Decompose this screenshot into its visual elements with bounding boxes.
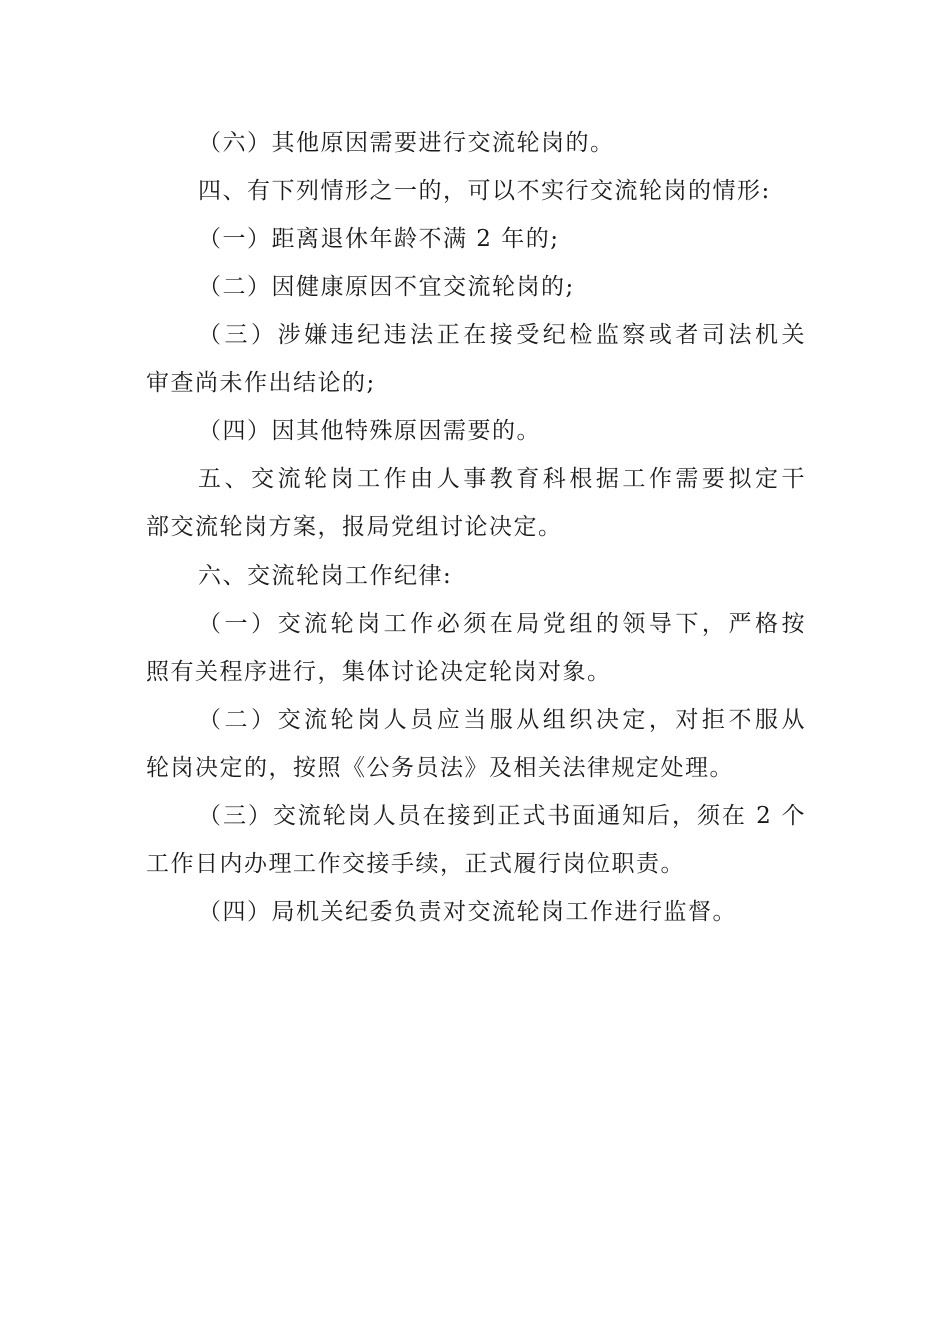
discipline-one-line2: 照有关程序进行，集体讨论决定轮岗对象。 — [146, 659, 612, 685]
section-five-line1: 五、交流轮岗工作由人事教育科根据工作需要拟定干 — [198, 466, 806, 492]
item-one-retirement: （一）距离退休年龄不满 2 年的; — [198, 226, 560, 252]
item-three-investigation-line2: 审查尚未作出结论的; — [146, 370, 376, 396]
item-three-investigation-line1: （三）涉嫌违纪违法正在接受纪检监察或者司法机关 — [198, 322, 806, 348]
item-two-health: （二）因健康原因不宜交流轮岗的; — [198, 274, 575, 300]
section-four-heading: 四、有下列情形之一的，可以不实行交流轮岗的情形: — [198, 178, 771, 204]
item-six-other-reasons: （六）其他原因需要进行交流轮岗的。 — [198, 130, 615, 156]
discipline-one-line1: （一）交流轮岗工作必须在局党组的领导下，严格按 — [198, 611, 806, 637]
discipline-two-line1: （二）交流轮岗人员应当服从组织决定，对拒不服从 — [198, 707, 806, 733]
discipline-three-line1: （三）交流轮岗人员在接到正式书面通知后，须在 2 个 — [198, 803, 806, 829]
discipline-two-line2: 轮岗决定的，按照《公务员法》及相关法律规定处理。 — [146, 755, 734, 781]
discipline-three-line2: 工作日内办理工作交接手续，正式履行岗位职责。 — [146, 851, 685, 877]
discipline-four: （四）局机关纪委负责对交流轮岗工作进行监督。 — [198, 899, 737, 925]
item-four-special: （四）因其他特殊原因需要的。 — [198, 418, 541, 444]
section-six-heading: 六、交流轮岗工作纪律: — [198, 563, 453, 589]
section-five-line2: 部交流轮岗方案，报局党组讨论决定。 — [146, 514, 563, 540]
